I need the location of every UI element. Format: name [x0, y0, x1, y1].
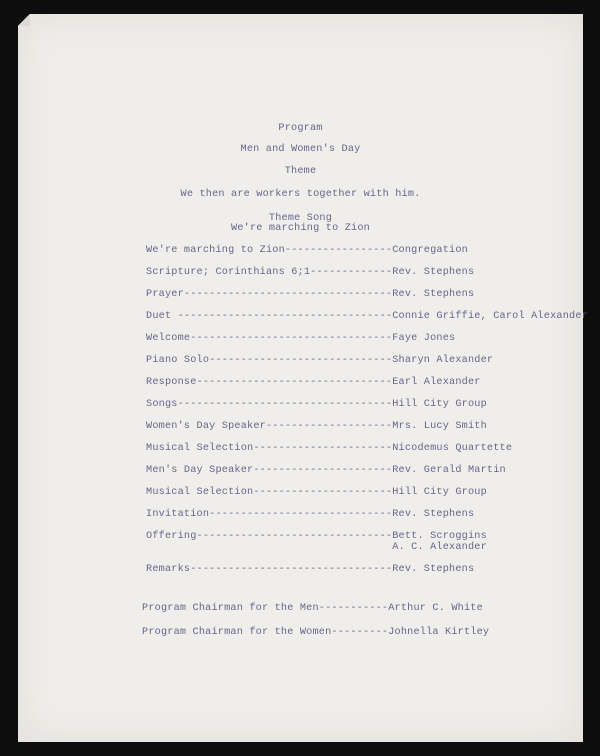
- program-title: Program: [278, 123, 323, 134]
- theme-heading: Theme: [284, 166, 317, 177]
- program-line-continuation: A. C. Alexander: [146, 542, 487, 553]
- program-line: Offering-------------------------------Bett. Scroggins: [146, 531, 487, 542]
- event-name: Men and Women's Day: [240, 144, 361, 155]
- program-line: Invitation-----------------------------Rev. Stephens: [146, 509, 475, 520]
- program-line: Musical Selection----------------------Hill City Group: [146, 487, 487, 498]
- program-line: Men's Day Speaker----------------------Rev. Gerald Martin: [146, 465, 506, 476]
- program-line: Welcome--------------------------------Faye Jones: [146, 333, 456, 344]
- program-line: Duet ----------------------------------Connie Griffie, Carol Alexander: [146, 311, 588, 322]
- program-line: Songs----------------------------------Hill City Group: [146, 399, 487, 410]
- program-line: Prayer---------------------------------Rev. Stephens: [146, 289, 475, 300]
- theme-text: We then are workers together with him.: [180, 189, 421, 200]
- typed-program-page: [18, 14, 588, 742]
- program-line: Piano Solo-----------------------------Sharyn Alexander: [146, 355, 494, 366]
- program-line: Women's Day Speaker--------------------Mrs. Lucy Smith: [146, 421, 487, 432]
- program-line: Scripture; Corinthians 6;1-------------Rev. Stephens: [146, 267, 475, 278]
- theme-song-heading: Theme Song: [268, 213, 333, 224]
- chairman-line: Program Chairman for the Men-----------Arthur C. White: [142, 603, 483, 614]
- program-line: We're marching to Zion-----------------Congregation: [146, 245, 468, 256]
- program-line: Musical Selection----------------------Nicodemus Quartette: [146, 443, 513, 454]
- chairman-line: Program Chairman for the Women---------Johnella Kirtley: [142, 627, 490, 638]
- program-line: Remarks--------------------------------Rev. Stephens: [146, 564, 475, 575]
- folded-corner: [18, 14, 30, 26]
- program-line: Response-------------------------------Earl Alexander: [146, 377, 481, 388]
- theme-song-title: We're marching to Zion: [231, 223, 370, 234]
